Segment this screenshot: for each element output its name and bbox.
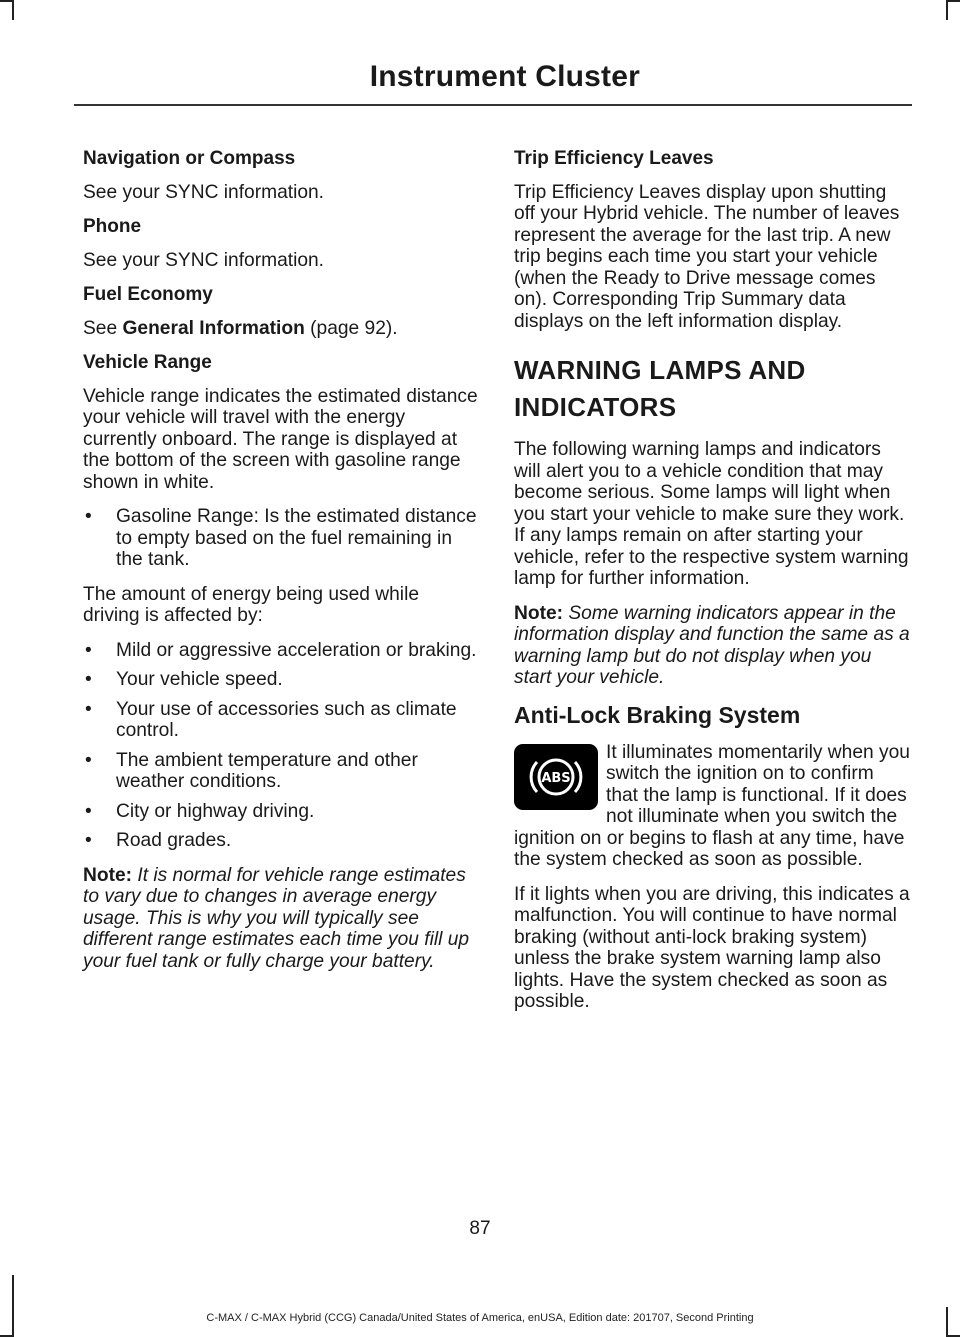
paragraph: If it lights when you are driving, this indicates a malfunction. You will continue to have normal braking (without anti-lock braking system) unless the brake system warning lamp also lights. Have the system checked as soon as possible. (514, 883, 910, 1012)
header-divider (74, 104, 912, 106)
abs-icon-label: ABS (541, 770, 571, 786)
bullet-list (83, 640, 479, 852)
list-item: • Mild or aggressive acceleration or braking. (83, 640, 479, 662)
list-item: • The ambient temperature and other weather conditions. (83, 750, 479, 793)
paragraph: Trip Efficiency Leaves display upon shutting off your Hybrid vehicle. The number of leaves represent the average for the last trip. A new trip begins each time you start your vehicle (when the Ready to Drive message comes on). Corresponding Trip Summary data displays on the left information display. (514, 181, 900, 332)
paragraph (83, 318, 479, 340)
note (83, 865, 479, 973)
paragraph: Vehicle range indicates the estimated distance your vehicle will travel with the energy currently onboard. The range is displayed at the bottom of the screen with gasoline range shown in white. (83, 385, 478, 493)
list-item: • City or highway driving. (83, 801, 479, 823)
heading-line: INDICATORS (514, 392, 677, 422)
list-item: • Gasoline Range: Is the estimated distance to empty based on the fuel remaining in the tank. (83, 506, 479, 571)
text: (page 92). (304, 317, 398, 339)
list-item: • Your vehicle speed. (83, 669, 479, 691)
section-heading: Trip Efficiency Leaves (514, 148, 714, 169)
section-heading: Fuel Economy (83, 284, 213, 305)
page-title: Instrument Cluster (369, 60, 640, 93)
chapter-heading (514, 356, 910, 422)
list-item: • Your use of accessories such as climate control. (83, 699, 479, 742)
crop-mark (0, 0, 12, 2)
right-column (514, 148, 910, 1026)
crop-mark (946, 0, 948, 20)
note-text: It is normal for vehicle range estimates to vary due to changes in average energy usage. This is why you will typically see different range estimates each time you fill up your fuel tank or fully charge your battery. (83, 864, 470, 972)
bullet-list (83, 506, 479, 571)
crop-mark (12, 0, 14, 20)
paragraph: The amount of energy being used while driving is affected by: (83, 583, 419, 626)
left-column (83, 148, 479, 985)
footer-text: C-MAX / C-MAX Hybrid (CCG) Canada/United States of America, enUSA, Edition date: 201707, Second Printing (206, 1312, 754, 1324)
note (514, 603, 910, 689)
crop-mark (12, 1275, 14, 1337)
page-number: 87 (469, 1218, 491, 1239)
section-heading: Anti-Lock Braking System (514, 701, 801, 728)
abs-description (514, 742, 910, 871)
note-label: Note: (514, 602, 564, 624)
section-heading: Vehicle Range (83, 352, 212, 373)
text: See (83, 317, 123, 339)
section-heading: Navigation or Compass (83, 148, 296, 169)
crop-mark (948, 0, 960, 2)
abs-warning-icon (514, 744, 598, 810)
list-item: • Road grades. (83, 830, 479, 852)
note-label: Note: (83, 864, 133, 886)
paragraph: See your SYNC information. (83, 249, 325, 271)
paragraph: See your SYNC information. (83, 181, 325, 203)
abs-icon-graphic (525, 750, 587, 804)
paragraph: It illuminates momentarily when you switch the ignition on to confirm that the lamp is functional. If it does not illuminate when you switch the ignition on or begins to flash at any time, have the system checked as soon as possible. (514, 741, 910, 870)
heading-line: WARNING LAMPS AND (514, 355, 806, 385)
paragraph: The following warning lamps and indicators will alert you to a vehicle condition that may become serious. Some lamps will light when you start your vehicle to make sure they work. If any lamps remain on after starting your vehicle, refer to the respective system warning lamp for further information. (514, 439, 909, 589)
section-heading: Phone (83, 216, 142, 237)
cross-reference-link[interactable]: General Information (122, 317, 305, 339)
note-text: Some warning indicators appear in the information display and function the same as a warning lamp but do not display when you start your vehicle. (514, 602, 910, 688)
